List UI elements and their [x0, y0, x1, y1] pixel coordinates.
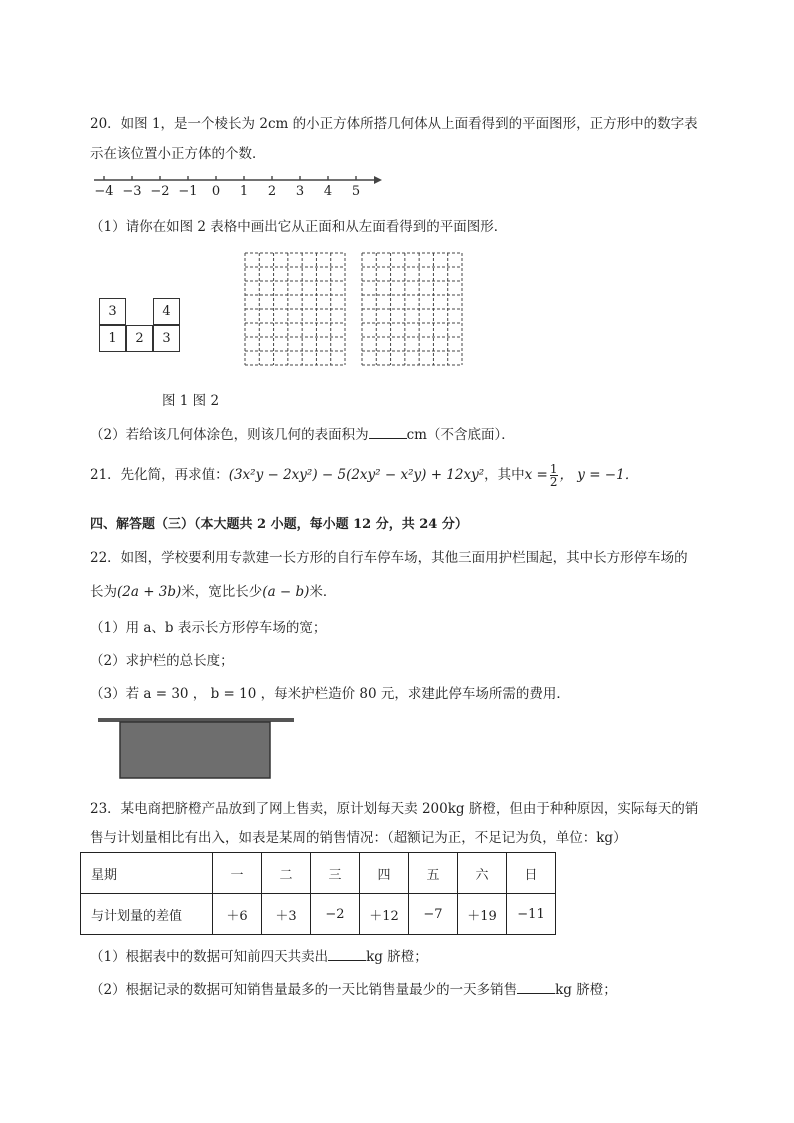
- q23-part2-text-a: （2）根据记录的数据可知销售量最多的一天比销售量最少的一天多销售: [90, 982, 518, 998]
- number-line-label: −1: [178, 184, 198, 199]
- q23-part2-text-b: kg 脐橙；: [555, 982, 617, 998]
- table-row: [81, 853, 556, 894]
- q23-line2: 售与计划量相比有出入，如表是某周的销售情况：（超额记为正，不足记为负，单位：kg）: [90, 830, 627, 846]
- q21-line: [90, 463, 638, 488]
- number-line-label: −3: [122, 184, 142, 199]
- table-day: 二: [262, 853, 311, 894]
- number-line-label: 0: [211, 184, 221, 199]
- q22-part3: （3）若 a = 30 ， b = 10 ，每米护栏造价 80 元，求建此停车场所需的费用．: [90, 686, 570, 702]
- table-header-label: 星期: [81, 853, 213, 894]
- fig1-cell: 4: [153, 298, 180, 325]
- number-line: [90, 172, 390, 206]
- q22-text-b: 米，宽比长少: [181, 584, 263, 600]
- number-line-label: 3: [295, 184, 305, 199]
- q23-line1: 23．某电商把脐橙产品放到了网上售卖，原计划每天卖 200kg 脐橙，但由于种种原因，实际每天的销: [90, 801, 699, 817]
- answer-blank[interactable]: [328, 948, 366, 961]
- section-4-heading: 四、解答题（三）（本大题共 2 小题，每小题 12 分，共 24 分）: [90, 517, 468, 532]
- number-line-label: 4: [323, 184, 333, 199]
- fig1-cell: 1: [99, 325, 126, 352]
- q22-part2: （2）求护栏的总长度；: [90, 653, 234, 669]
- table-row: [81, 894, 556, 935]
- q21-expression: (3x²y − 2xy²) − 5(2xy² − x²y) + 12xy²: [228, 467, 485, 483]
- q21-y-cond: ， y = −1．: [559, 467, 639, 483]
- q22-line1: 22．如图，学校要利用专款建一长方形的自行车停车场，其他三面用护栏围起，其中长方形停车场的: [90, 550, 688, 566]
- q23-part1: [90, 945, 428, 965]
- number-line-label: −4: [94, 184, 114, 199]
- q22-line2: [90, 580, 336, 600]
- figure-2-grid-front: [243, 251, 347, 367]
- number-line-label: 1: [239, 184, 249, 199]
- table-value: −11: [507, 894, 556, 935]
- q22-text-a: 长为: [90, 584, 117, 600]
- table-value: ＋19: [458, 894, 507, 935]
- q21-x-label: x =: [524, 467, 548, 483]
- q21-prefix: 21．先化简，再求值：: [90, 467, 229, 483]
- table-value: −2: [311, 894, 360, 935]
- number-line-label: 2: [267, 184, 277, 199]
- frac-denominator: 2: [549, 475, 558, 489]
- table-value: −7: [409, 894, 458, 935]
- q20-part2-text-a: （2）若给该几何体涂色，则该几何的表面积为: [90, 427, 369, 443]
- number-line-label: −2: [150, 184, 170, 199]
- frac-numerator: 1: [549, 462, 558, 476]
- parking-lot-figure: [98, 718, 298, 784]
- table-day: 三: [311, 853, 360, 894]
- table-row-label: 与计划量的差值: [81, 894, 213, 935]
- table-day: 五: [409, 853, 458, 894]
- figure-caption: 图 1 图 2: [162, 393, 220, 409]
- table-day: 一: [213, 853, 262, 894]
- fig1-cell: 2: [126, 325, 153, 352]
- fig1-cell: 3: [99, 298, 126, 325]
- table-value: ＋6: [213, 894, 262, 935]
- q22-diff-expr: (a − b): [262, 584, 310, 600]
- q23-part1-text-b: kg 脐橙；: [366, 949, 428, 965]
- q22-text-c: 米．: [309, 584, 337, 600]
- q23-part2: [90, 978, 617, 998]
- fig1-cell: 3: [153, 325, 180, 352]
- answer-blank[interactable]: [517, 981, 555, 994]
- answer-blank[interactable]: [369, 426, 407, 439]
- number-line-label: 5: [351, 184, 361, 199]
- table-value: ＋12: [360, 894, 409, 935]
- q20-text-line2: 示在该位置小正方体的个数．: [90, 146, 266, 162]
- q22-length-expr: (2a + 3b): [117, 584, 182, 600]
- q21-where: ，其中: [484, 467, 525, 483]
- q20-part2-text-b: cm（不含底面）．: [406, 427, 515, 443]
- sales-table: [80, 852, 556, 935]
- q22-part1: （1）用 a、b 表示长方形停车场的宽；: [90, 620, 327, 636]
- q20-part1: （1）请你在如图 2 表格中画出它从正面和从左面看得到的平面图形．: [90, 219, 508, 235]
- table-day: 日: [507, 853, 556, 894]
- q20-part2: [90, 423, 515, 443]
- q23-part1-text-a: （1）根据表中的数据可知前四天共卖出: [90, 949, 329, 965]
- table-value: ＋3: [262, 894, 311, 935]
- table-day: 四: [360, 853, 409, 894]
- table-day: 六: [458, 853, 507, 894]
- figure-2-grid-left: [360, 251, 464, 367]
- q21-fraction: [550, 463, 558, 488]
- q20-text-line1: 20．如图 1，是一个棱长为 2cm 的小正方体所搭几何体从上面看得到的平面图形，正方形中的数字表: [90, 116, 698, 132]
